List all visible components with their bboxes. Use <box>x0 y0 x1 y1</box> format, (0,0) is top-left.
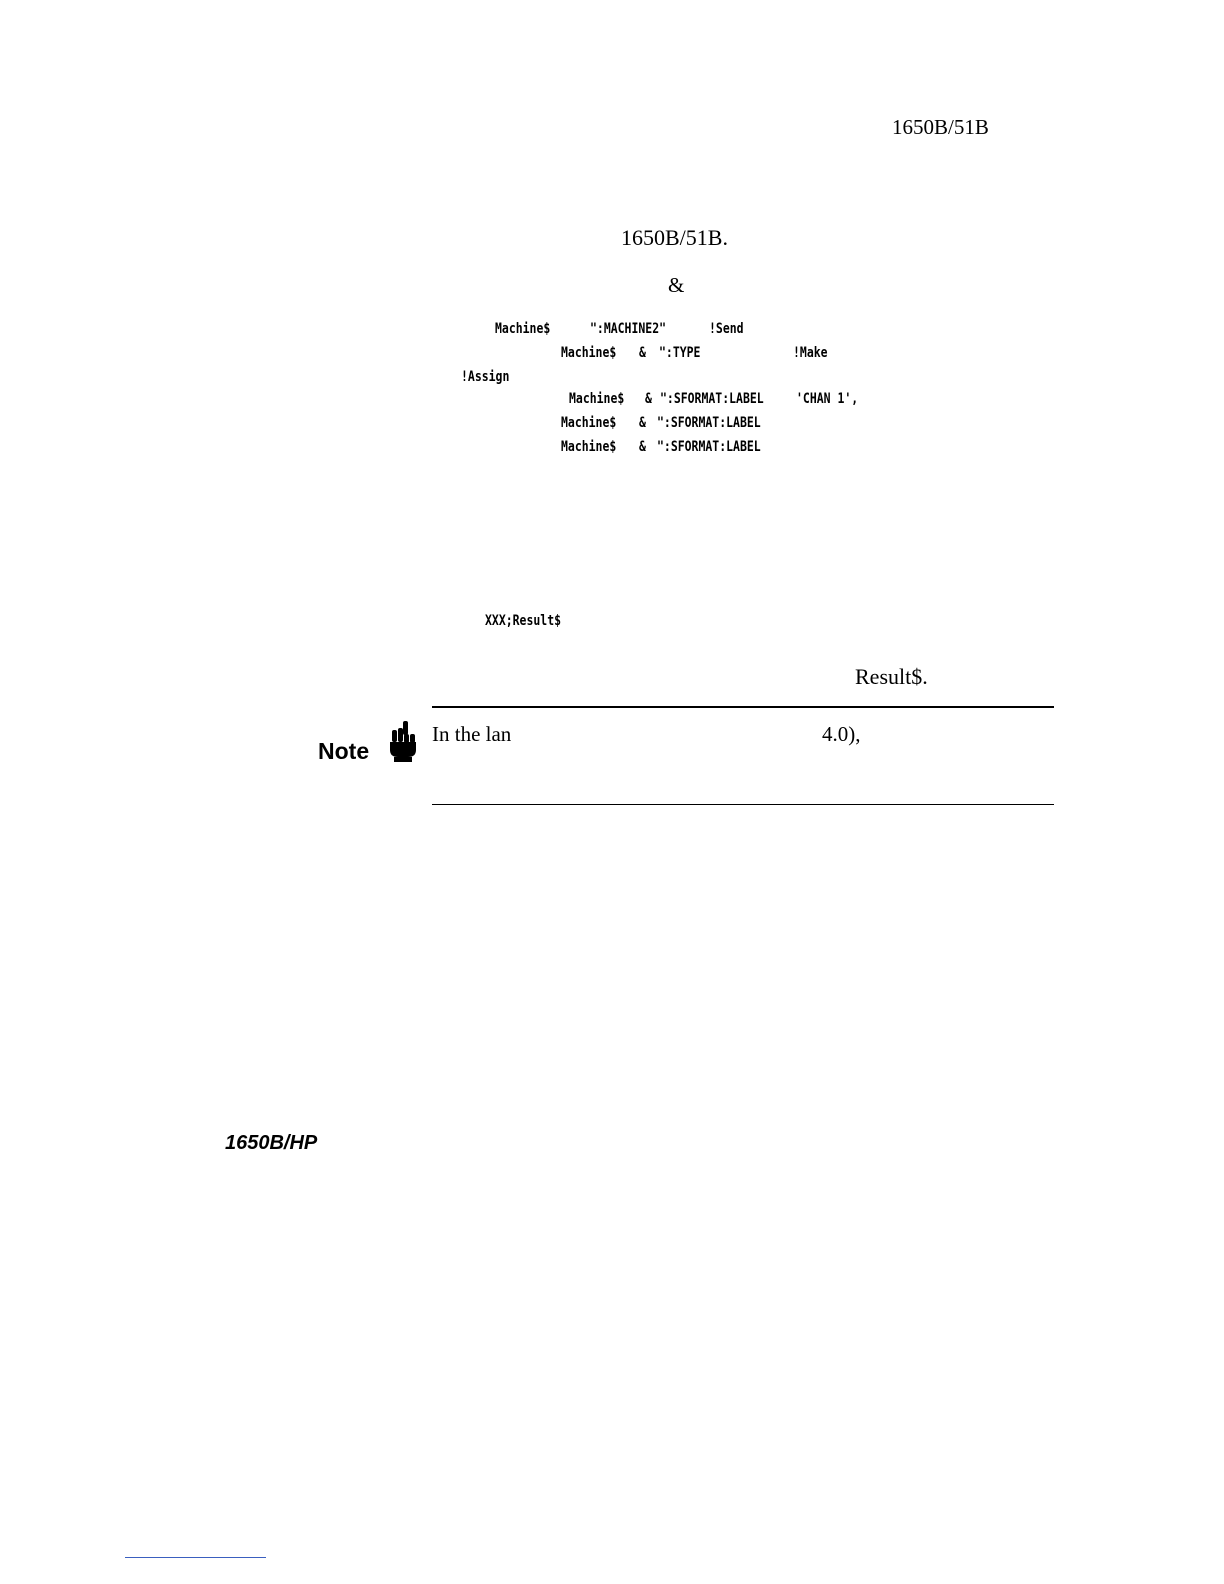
code-line-2-amp: & <box>639 345 646 361</box>
code-line-1-string: ":MACHINE2" <box>590 321 667 337</box>
code-line-1-comment: !Send <box>709 321 744 337</box>
code-line-6-amp: & <box>639 439 646 455</box>
footer-rule <box>125 1557 266 1558</box>
note-bottom-rule <box>432 804 1054 805</box>
code-line-3-comment: !Assign <box>461 369 510 385</box>
code-line-2-comment: !Make <box>793 345 828 361</box>
code-line-4-string: ":SFORMAT:LABEL <box>660 391 764 407</box>
code-line-5-string: ":SFORMAT:LABEL <box>657 415 761 431</box>
note-text-start: In the lan <box>432 722 512 746</box>
note-label: Note <box>318 738 370 764</box>
code-line-6-var: Machine$ <box>561 439 617 455</box>
code-line-4-amp: & <box>645 391 652 407</box>
pointing-hand-icon <box>384 720 420 762</box>
enter-statement: XXX;Result$ <box>485 613 562 629</box>
footer-model: 1650B/HP <box>225 1132 318 1154</box>
header-model: 1650B/51B <box>892 115 989 139</box>
code-line-6-string: ":SFORMAT:LABEL <box>657 439 761 455</box>
ampersand: & <box>668 273 685 297</box>
model-reference: 1650B/51B. <box>621 225 728 250</box>
code-line-1-var: Machine$ <box>495 321 551 337</box>
code-line-2-string: ":TYPE <box>659 345 701 361</box>
code-line-5-var: Machine$ <box>561 415 617 431</box>
code-line-4-var: Machine$ <box>569 391 625 407</box>
result-variable: Result$. <box>855 664 928 689</box>
code-line-4-label: 'CHAN 1', <box>796 391 859 407</box>
code-line-2-var: Machine$ <box>561 345 617 361</box>
code-line-5-amp: & <box>639 415 646 431</box>
note-text-version: 4.0), <box>822 722 861 746</box>
note-top-rule <box>432 706 1054 708</box>
